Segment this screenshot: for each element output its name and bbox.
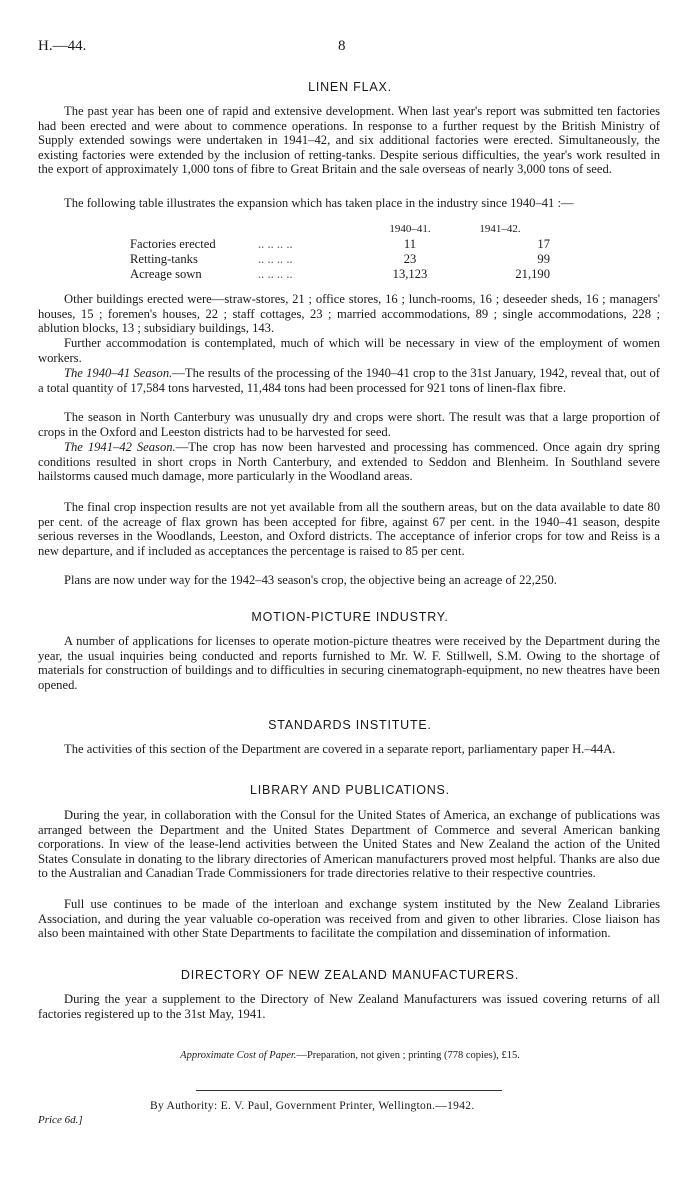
table-cell: 23: [403, 252, 417, 266]
row-label: Retting-tanks: [130, 252, 198, 266]
inspection-results-paragraph: The final crop inspection results are not yet available from all the southern areas, but on the data available to date 80 per cent. of the acreage of flax grown has been accepted for fibre, against 67 per cent. in the 1940–41 season, despite serious reverses in the Woodlands, Leeston, and Oxford districts. The acceptance of inferior crops for tow and Reiss is a new departure, and if included as acceptances the percentage is raised to 85 per cent.: [38, 500, 660, 558]
season-title: The 1941–42 Season.: [64, 440, 176, 454]
section-heading-library: LIBRARY AND PUBLICATIONS.: [250, 783, 450, 797]
paper-reference: H.—44.: [38, 38, 87, 54]
other-buildings-paragraph: Other buildings erected were—straw-stores, 21 ; office stores, 16 ; lunch-rooms, 16 ; deseeder sheds, 16 ; managers' houses, 15 ; foremen's houses, 22 ; staff cottages, 23 ; married accommodations, 89 ; single accommodations, 228 ; ablution blocks, 13 ; subsidiary buildings, 143.: [38, 292, 660, 336]
table-row: [130, 237, 564, 252]
season-1940-41-paragraph: The 1940–41 Season.—The results of the processing of the 1940–41 crop to the 31st January, 1942, reveal that, out of a total quantity of 17,584 tons harvested, 11,484 tons had been processed for 921 tons of linen-flax fibre.: [38, 366, 661, 395]
table-cell: 11: [403, 237, 417, 251]
table-row: [130, 252, 564, 267]
table-cell: 13,123: [392, 267, 428, 281]
accommodation-paragraph: Further accommodation is contemplated, much of which will be necessary in view of the employment of women workers.: [38, 336, 660, 365]
cost-of-paper-note: Approximate Cost of Paper.—Preparation, not given ; printing (778 copies), £15.: [180, 1050, 520, 1061]
section-heading-linen-flax: LINEN FLAX.: [308, 80, 392, 94]
footer-rule: [196, 1090, 502, 1091]
column-header: 1941–42.: [479, 223, 521, 235]
leader-dots: .. .. .. ..: [258, 267, 293, 281]
standards-paragraph: The activities of this section of the Department are covered in a separate report, parliamentary paper H.–44A.: [64, 742, 616, 756]
page-number: 8: [338, 38, 346, 54]
directory-paragraph: During the year a supplement to the Directory of New Zealand Manufacturers was issued covering returns of all factories registered up to the 31st May, 1941.: [38, 992, 660, 1021]
column-header: 1940–41.: [389, 223, 431, 235]
season-title: The 1940–41 Season.: [64, 366, 173, 380]
linen-flax-paragraph: The past year has been one of rapid and extensive development. When last year's report was submitted ten factories had been erected and were about to commence operations. In response to a further request by the British Ministry of Supply extended sowings were undertaken in 1941–42, and six additional factories were erected. Simultaneously, the existing factories were extended by the inclusion of retting-tanks. Despite serious difficulties, the year's work resulted in the export of approximately 1,000 tons of fibre to Great Britain and the sale overseas of nearly 3,000 tons of seed.: [38, 104, 660, 177]
table-cell: 17: [537, 237, 550, 251]
north-canterbury-paragraph: The season in North Canterbury was unusually dry and crops were short. The result was that a large proportion of crops in the Oxford and Leeston districts had to be harvested for seed.: [38, 410, 660, 439]
section-heading-motion-picture: MOTION-PICTURE INDUSTRY.: [251, 610, 449, 624]
table-cell: 21,190: [515, 267, 550, 281]
printer-authority: By Authority: E. V. Paul, Government Printer, Wellington.—1942.: [150, 1100, 475, 1112]
table-header-row: [130, 222, 564, 237]
interloan-paragraph: Full use continues to be made of the interloan and exchange system instituted by the New Zealand Libraries Association, and during the year valuable co-operation was received from and given to other libraries. Close liaison has also been maintained with other State Departments to facilitate the compilation and dissemination of information.: [38, 897, 660, 941]
linen-flax-table-intro: The following table illustrates the expansion which has taken place in the industry since 1940–41 :—: [64, 196, 574, 210]
leader-dots: .. .. .. ..: [258, 237, 293, 251]
expansion-table: [130, 222, 564, 282]
table-row: [130, 267, 564, 282]
price: Price 6d.]: [38, 1114, 83, 1126]
season-1941-42-paragraph: The 1941–42 Season.—The crop has now been harvested and processing has commenced. Once again dry spring conditions resulted in short crops in North Canterbury, and extended to Seddon and Blenheim. In Southland severe hailstorms caused much damage, more particularly in the Woodland areas.: [38, 440, 661, 484]
section-heading-standards: STANDARDS INSTITUTE.: [268, 718, 432, 732]
section-heading-directory: DIRECTORY OF NEW ZEALAND MANUFACTURERS.: [180, 968, 520, 982]
row-label: Factories erected: [130, 237, 216, 251]
motion-picture-paragraph: A number of applications for licenses to operate motion-picture theatres were received by the Department during the year, the usual inquiries being conducted and reports furnished to Mr. W. F. Stillwell, S.M. Owing to the shortage of materials for construction of buildings and to difficulties in securing cinematograph-equipment, no new theatres have been opened.: [38, 634, 660, 692]
library-paragraph: During the year, in collaboration with the Consul for the United States of America, an exchange of publications was arranged between the Department and the United States Department of Commerce and several American banking corporations. In view of the lease-lend activities between the United States and New Zealand the action of the United States Consulate in donating to the library directories of American manufacturers proved most helpful. Thanks are also due to the Australian and Canadian Trade Commissioners for trade directories relative to their respective countries.: [38, 808, 660, 881]
row-label: Acreage sown: [130, 267, 202, 281]
leader-dots: .. .. .. ..: [258, 252, 293, 266]
plans-paragraph: Plans are now under way for the 1942–43 season's crop, the objective being an acreage of 22,250.: [64, 573, 557, 587]
table-cell: 99: [537, 252, 550, 266]
